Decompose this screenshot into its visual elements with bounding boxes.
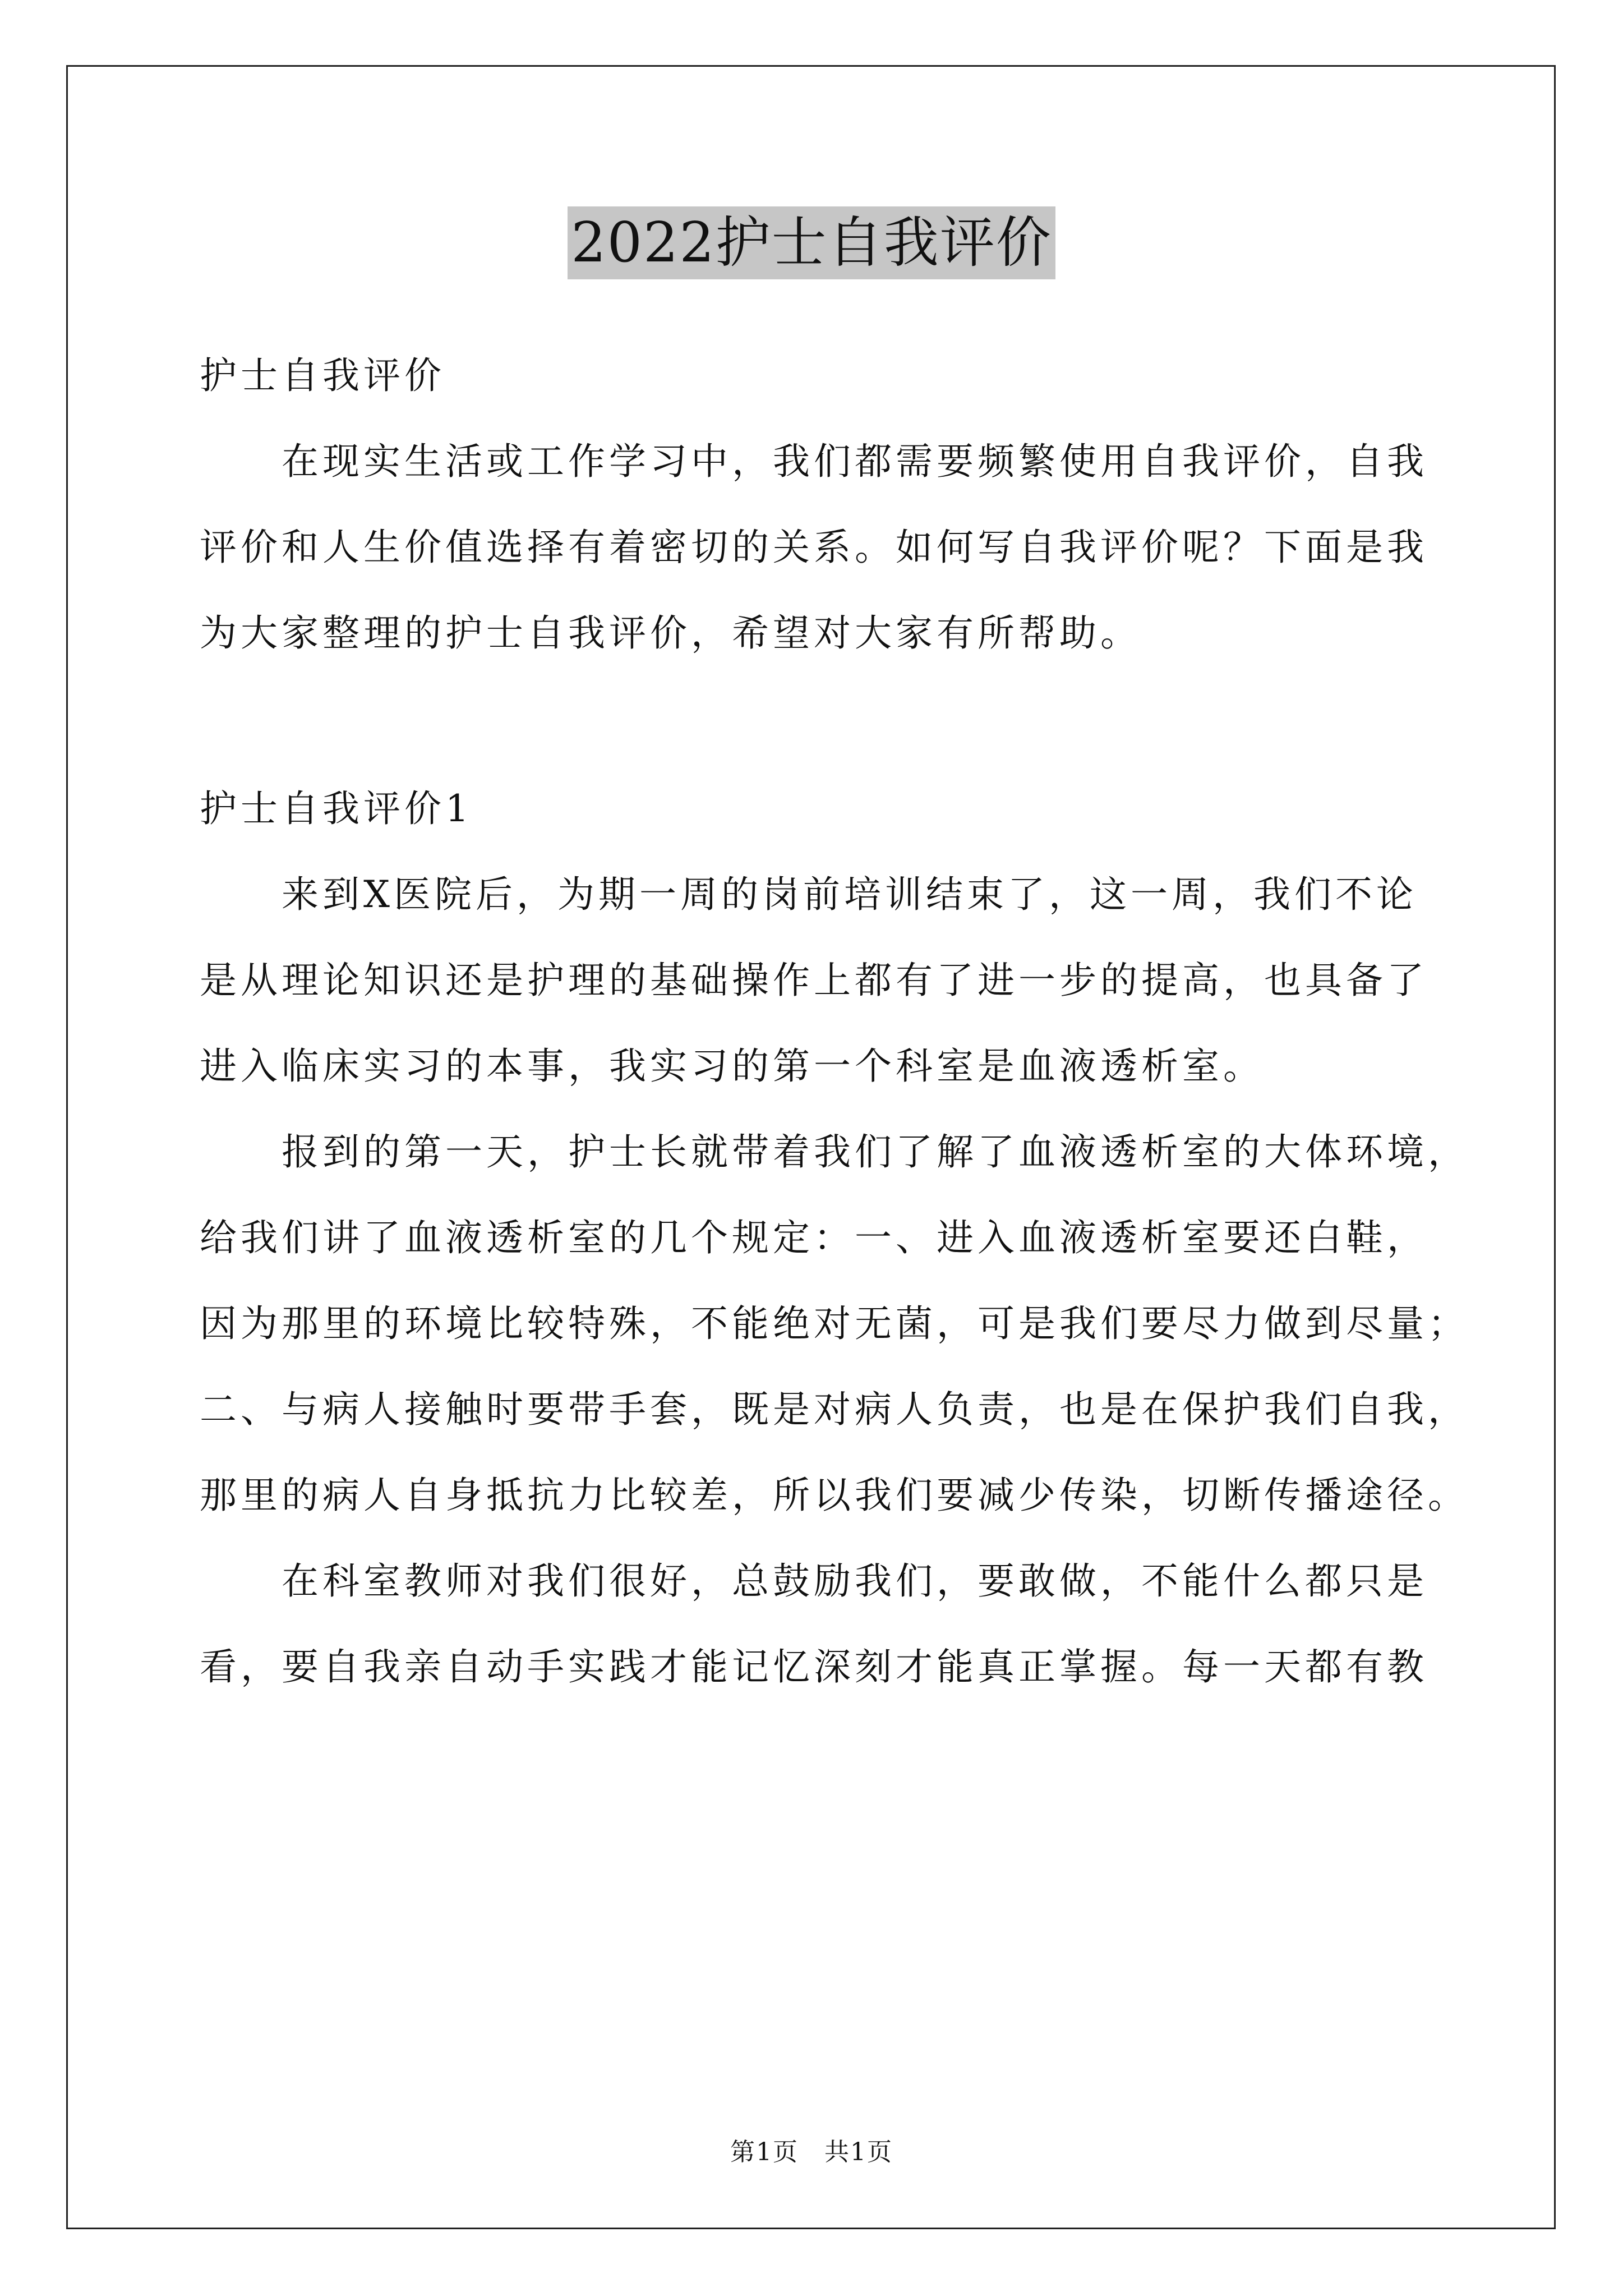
paragraph-line: 因为那里的环境比较特殊，不能绝对无菌，可是我们要尽力做到尽量； bbox=[200, 1302, 1469, 1345]
paragraph-line: 二、与病人接触时要带手套，既是对病人负责，也是在保护我们自我， bbox=[200, 1388, 1469, 1431]
document-title: 2022护士自我评价 bbox=[568, 206, 1055, 279]
intro-line: 评价和人生价值选择有着密切的关系。如何写自我评价呢？下面是我 bbox=[200, 526, 1428, 569]
intro-line: 为大家整理的护士自我评价，希望对大家有所帮助。 bbox=[200, 611, 1141, 655]
paragraph-line: 那里的病人自身抵抗力比较差，所以我们要减少传染，切断传播途径。 bbox=[200, 1474, 1469, 1517]
intro-line: 在现实生活或工作学习中，我们都需要频繁使用自我评价，自我 bbox=[282, 440, 1428, 483]
document-body bbox=[200, 348, 1469, 1725]
paragraph-line: 看，要自我亲自动手实践才能记忆深刻才能真正掌握。每一天都有教 bbox=[200, 1645, 1428, 1688]
paragraph-line: 来到X医院后，为期一周的岗前培训结束了，这一周，我们不论 bbox=[282, 873, 1417, 916]
page-footer: 第1页 共1页 bbox=[730, 2138, 893, 2166]
paragraph-line: 进入临床实习的本事，我实习的第一个科室是血液透析室。 bbox=[200, 1045, 1264, 1088]
paragraph-line: 在科室教师对我们很好，总鼓励我们，要敢做，不能什么都只是 bbox=[282, 1559, 1428, 1603]
section-heading: 护士自我评价 bbox=[200, 354, 445, 397]
paragraph-line: 给我们讲了血液透析室的几个规定：一、进入血液透析室要还白鞋， bbox=[200, 1216, 1428, 1259]
subheading: 护士自我评价1 bbox=[200, 787, 473, 830]
paragraph-line: 报到的第一天，护士长就带着我们了解了血液透析室的大体环境， bbox=[282, 1130, 1469, 1174]
spacer bbox=[200, 691, 1433, 781]
title-container bbox=[0, 206, 1623, 279]
paragraph-line: 是从理论知识还是护理的基础操作上都有了进一步的提高，也具备了 bbox=[200, 959, 1428, 1002]
